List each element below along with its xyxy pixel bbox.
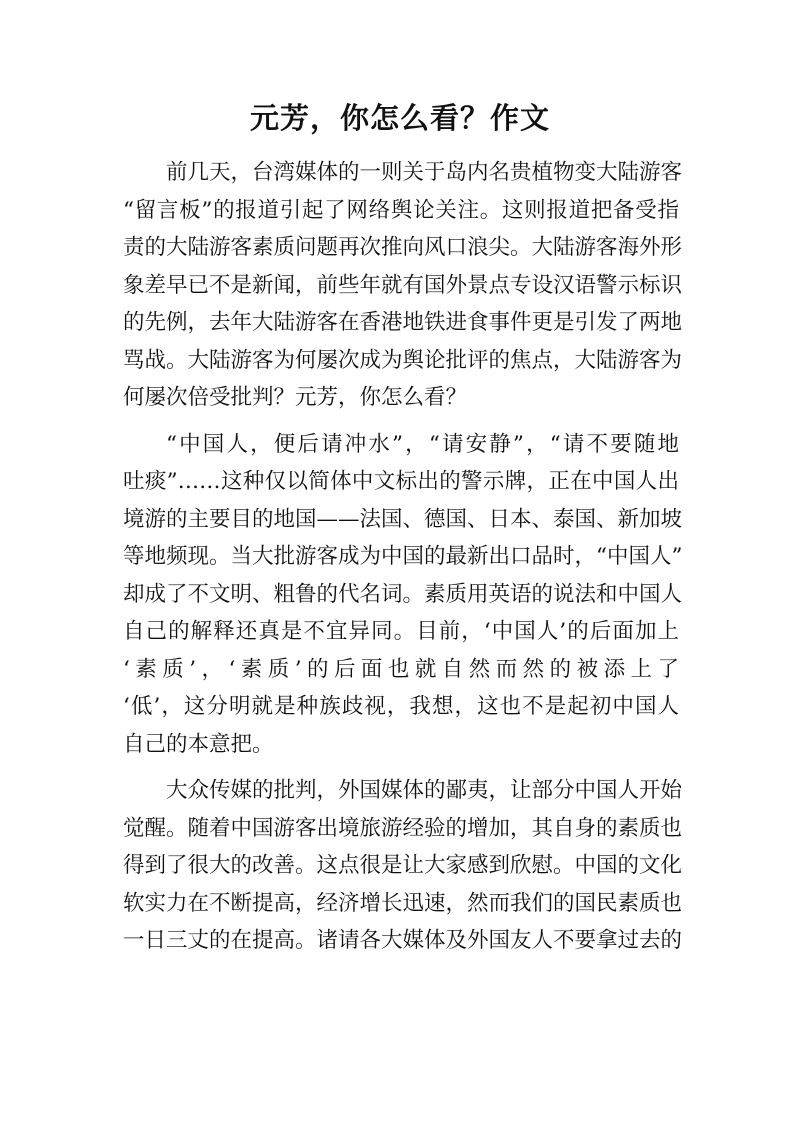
paragraph-3 xyxy=(123,772,683,960)
paragraph-line: 觉醒。随着中国游客出境旅游经验的增加，其自身的素质也 xyxy=(123,815,683,841)
document-body xyxy=(123,154,683,969)
paragraph-line: 大众传媒的批判，外国媒体的鄙夷，让部分中国人开始 xyxy=(166,778,683,803)
paragraph-line: ‘素质’，‘素质’的后面也就自然而然的被添上了 xyxy=(123,656,679,682)
paragraph-line: 骂战。大陆游客为何屡次成为舆论批评的焦点，大陆游客为 xyxy=(123,347,683,373)
paragraph-line: 等地频现。当大批游客成为中国的最新出口品时，“中国人” xyxy=(123,544,683,569)
paragraph-line: 象差早已不是新闻，前些年就有国外景点专设汉语警示标识 xyxy=(123,272,683,298)
paragraph-line: 自己的本意把。 xyxy=(123,731,274,757)
paragraph-line: ‘低’，这分明就是种族歧视，我想，这也不是起初中国人 xyxy=(123,694,679,719)
paragraph-line: 软实力在不断提高，经济增长迅速，然而我们的国民素质也 xyxy=(123,890,683,916)
paragraph-2 xyxy=(123,426,683,764)
paragraph-line: 何屡次倍受批判？元芳，你怎么看？ xyxy=(123,385,468,410)
paragraph-line: “留言板”的报道引起了网络舆论关注。这则报道把备受指 xyxy=(123,197,679,223)
paragraph-line: 吐痰”……这种仅以简体中文标出的警示牌，正在中国人出 xyxy=(123,469,679,494)
paragraph-line: 一日三丈的在提高。诸请各大媒体及外国友人不要拿过去的 xyxy=(123,928,683,953)
paragraph-line: 的先例，去年大陆游客在香港地铁进食事件更是引发了两地 xyxy=(123,310,683,335)
paragraph-line: 境游的主要目的地国——法国、德国、日本、泰国、新加坡 xyxy=(123,506,683,532)
paragraph-line: 却成了不文明、粗鲁的代名词。素质用英语的说法和中国人 xyxy=(123,581,683,607)
paragraph-line: 前几天，台湾媒体的一则关于岛内名贵植物变大陆游客 xyxy=(166,160,683,185)
paragraph-line: 自己的解释还真是不宜异同。目前，‘中国人’的后面加上 xyxy=(123,619,679,644)
paragraph-line: 责的大陆游客素质问题再次推向风口浪尖。大陆游客海外形 xyxy=(123,235,683,260)
paragraph-line: “中国人，便后请冲水”，“请安静”，“请不要随地 xyxy=(166,431,679,457)
paragraph-1 xyxy=(123,154,683,417)
document-title: 元芳，你怎么看？作文 xyxy=(249,101,550,135)
paragraph-line: 得到了很大的改善。这点很是让大家感到欣慰。中国的文化 xyxy=(123,853,683,878)
